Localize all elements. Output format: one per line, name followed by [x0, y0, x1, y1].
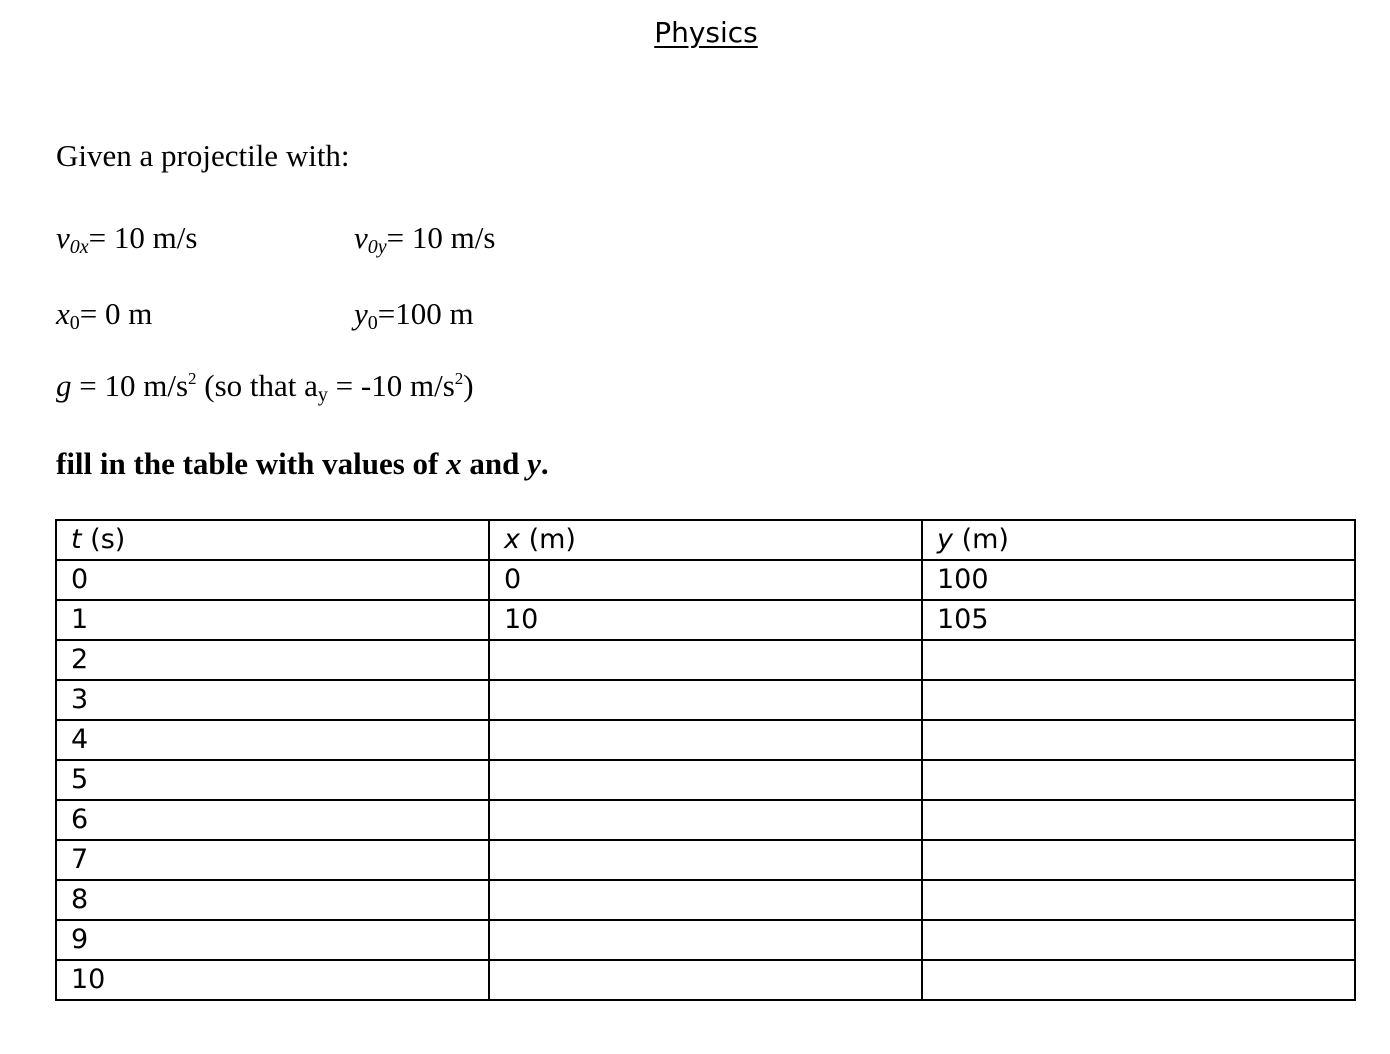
- cell-y: [922, 720, 1355, 760]
- cell-x: 10: [489, 600, 922, 640]
- cell-t: 10: [56, 960, 489, 1000]
- cell-t: 3: [56, 680, 489, 720]
- table-row: [56, 560, 1355, 600]
- cell-t: 2: [56, 640, 489, 680]
- header-y-var: y: [937, 524, 953, 555]
- page-title: Physics: [654, 16, 758, 49]
- header-y: [922, 520, 1355, 560]
- given-y0: [354, 296, 474, 332]
- cell-y: [922, 920, 1355, 960]
- cell-x: [489, 720, 922, 760]
- given-y0-symbol: y: [354, 296, 368, 331]
- instruction-suffix: .: [540, 446, 549, 481]
- given-g-sup1: 2: [188, 369, 197, 388]
- cell-t: 9: [56, 920, 489, 960]
- given-v0y-subscript: 0y: [367, 236, 387, 258]
- instruction-and: and: [461, 446, 528, 481]
- table-row: [56, 920, 1355, 960]
- given-v0x-value: = 10 m/s: [88, 220, 198, 255]
- given-v0y: [354, 220, 495, 256]
- given-y0-subscript: 0: [367, 312, 378, 334]
- values-table-body: [56, 520, 1355, 1000]
- given-v0x: [56, 220, 197, 256]
- given-g-symbol: g: [56, 368, 72, 403]
- instruction-text: [56, 446, 549, 482]
- table-row: [56, 800, 1355, 840]
- table-row: [56, 720, 1355, 760]
- cell-y: [922, 800, 1355, 840]
- cell-t: 1: [56, 600, 489, 640]
- given-x0-value: = 0 m: [79, 296, 153, 331]
- cell-t: 7: [56, 840, 489, 880]
- given-g-part2: (so that a: [196, 368, 318, 403]
- instruction-prefix: fill in the table with values of: [56, 446, 447, 481]
- cell-t: 5: [56, 760, 489, 800]
- table-row: [56, 960, 1355, 1000]
- table-row: [56, 840, 1355, 880]
- cell-x: [489, 840, 922, 880]
- instruction-var-x: x: [446, 446, 462, 481]
- cell-x: [489, 880, 922, 920]
- table-row: [56, 640, 1355, 680]
- cell-x: [489, 960, 922, 1000]
- given-g-sup2: 2: [454, 369, 464, 388]
- given-x0-symbol: x: [56, 296, 70, 331]
- cell-y: [922, 880, 1355, 920]
- cell-x: [489, 680, 922, 720]
- cell-y: [922, 640, 1355, 680]
- intro-text: Given a projectile with:: [56, 138, 350, 173]
- cell-y: 105: [922, 600, 1355, 640]
- cell-x: [489, 640, 922, 680]
- cell-y: 100: [922, 560, 1355, 600]
- cell-t: 0: [56, 560, 489, 600]
- given-x0-subscript: 0: [69, 312, 80, 334]
- given-y0-value: =100 m: [377, 296, 474, 331]
- header-t-var: t: [71, 524, 82, 555]
- cell-t: 6: [56, 800, 489, 840]
- header-t-unit: (s): [81, 524, 126, 555]
- header-y-unit: (m): [952, 524, 1009, 555]
- given-v0y-value: = 10 m/s: [386, 220, 496, 255]
- cell-t: 8: [56, 880, 489, 920]
- header-x-unit: (m): [519, 524, 576, 555]
- header-x-var: x: [504, 524, 520, 555]
- values-table: [55, 519, 1356, 1001]
- cell-x: 0: [489, 560, 922, 600]
- given-g-part1: = 10 m/s: [71, 368, 189, 403]
- given-v0x-symbol: v: [56, 220, 70, 255]
- header-x: [489, 520, 922, 560]
- given-x0: [56, 296, 152, 332]
- table-row: [56, 600, 1355, 640]
- table-row: [56, 680, 1355, 720]
- instruction-var-y: y: [527, 446, 541, 481]
- cell-x: [489, 760, 922, 800]
- given-g-part3: = -10 m/s: [327, 368, 455, 403]
- cell-x: [489, 920, 922, 960]
- given-g-part4: ): [463, 368, 474, 403]
- table-row: [56, 880, 1355, 920]
- cell-y: [922, 760, 1355, 800]
- given-g-sub2: y: [317, 384, 328, 406]
- cell-t: 4: [56, 720, 489, 760]
- cell-y: [922, 680, 1355, 720]
- given-g: [56, 368, 474, 404]
- cell-y: [922, 960, 1355, 1000]
- cell-y: [922, 840, 1355, 880]
- table-row: [56, 760, 1355, 800]
- given-v0x-subscript: 0x: [69, 236, 89, 258]
- given-v0y-symbol: v: [354, 220, 368, 255]
- header-t: [56, 520, 489, 560]
- cell-x: [489, 800, 922, 840]
- table-header-row: [56, 520, 1355, 560]
